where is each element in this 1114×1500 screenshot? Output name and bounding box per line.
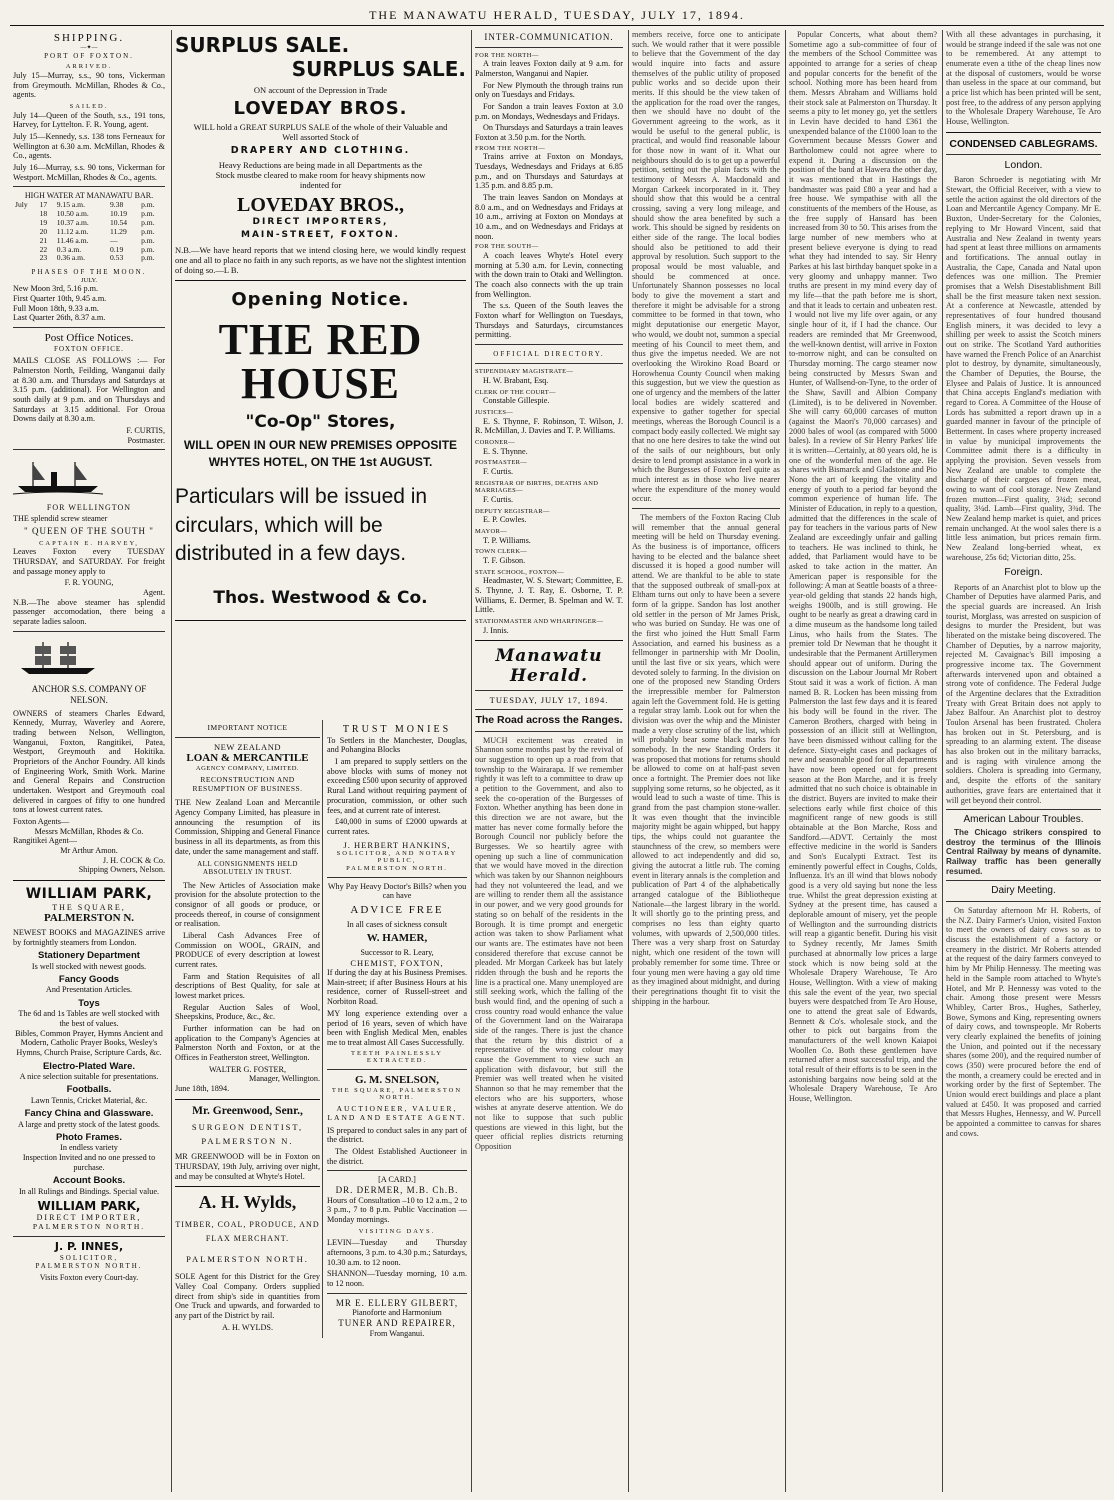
high-water-table (13, 201, 165, 264)
train-entry: The train leaves Sandon on Mondays at 8.0 a.m., and on Wednesdays and Fridays at 10 a.m., arriving at Foxton on Mondays at 10 a.m., and on Wednesdays and Fridays at noon. (475, 192, 623, 241)
wellington-heading: FOR WELLINGTON (46, 502, 132, 512)
anchor-heading: ANCHOR S.S. COMPANY OF NELSON. (31, 684, 147, 705)
william-park-item: Toys (78, 998, 100, 1010)
moon-phase: Last Quarter 26th, 8.37 a.m. (13, 313, 106, 323)
wellington-text: THE splendid screw steamer (13, 514, 108, 524)
opening-text: WHYTES HOTEL, ON THE 1st AUGUST. (208, 455, 433, 470)
wylds-signature: A. H. WYLDS. (221, 1322, 274, 1332)
hamer-text: If during the day at his Business Premises. Main-street; if after Business Hours at his residence, corner of Russell-street and Norbiton Road. (327, 968, 467, 1007)
william-park-item: Footballs. (66, 1084, 112, 1096)
high-water-cell: — (109, 235, 118, 245)
anchor-agent: Rangitikei Agent— (13, 836, 77, 846)
directory-holder: E. S. Thynne. (483, 446, 528, 456)
snelson-sub: AUCTIONEER, VALUER, LAND AND ESTATE AGENT. (327, 1104, 467, 1122)
high-water-cell (13, 210, 38, 219)
loveday-brand-2: LOVEDAY BROS., (237, 193, 404, 216)
hamer-intro: Why Pay Heavy Doctor's Bills? when you can have (327, 881, 467, 901)
dermer-name: DR. DERMER, M.B. Ch.B. (335, 1185, 459, 1196)
westwood-signature: Thos. Westwood & Co. (213, 588, 428, 609)
high-water-cell: p.m. (141, 235, 155, 245)
surplus-heading: SURPLUS SALE. (175, 33, 350, 57)
gilbert-name: MR E. ELLERY GILBERT, (335, 1297, 459, 1308)
high-water-cell: 10.54 (109, 217, 128, 227)
editorial-heading: The Road across the Ranges. (475, 714, 623, 727)
high-water-cell (13, 228, 38, 237)
anchor-agent: Foxton Agents— (13, 817, 70, 826)
surplus-text: WILL hold a GREAT SURPLUS SALE of the whole of their Valuable and Well assorted Stock of (193, 122, 448, 143)
directory-holder: Headmaster, W. S. Stewart; Committee, E. S. Thynne, J. T. Ray, E. Osborne, T. P. Williams, E. Dermer, B. Spelman and W. T. Little. (475, 576, 623, 615)
post-office-sub: FOXTON OFFICE. (54, 345, 124, 353)
high-water-cell: 17 (39, 199, 48, 209)
directory-office: POSTMASTER— (475, 459, 528, 467)
gilbert-sub-2: TUNER AND REPAIRER, (338, 1318, 456, 1329)
high-water-cell: 0.19 (109, 244, 124, 254)
snelson-name: G. M. SNELSON, (354, 1073, 440, 1086)
innes-town: PALMERSTON NORTH. (35, 1261, 143, 1270)
directory-office: CORONER— (475, 438, 515, 446)
william-park-title: WILLIAM PARK, (25, 886, 153, 903)
moon-month: JULY. (80, 276, 98, 284)
directory-office: TOWN CLERK— (475, 548, 528, 556)
high-water-cell: 21 (39, 235, 48, 245)
gilbert-from: From Wanganui. (369, 1328, 425, 1338)
foreign-heading: Foreign. (1004, 566, 1043, 579)
official-directory-heading: OFFICIAL DIRECTORY. (493, 350, 605, 359)
surplus-intro: ON account of the Depression in Trade (253, 85, 388, 96)
loan-text: Further information can be had on application to the Company's Agencies at Palmerston North and Foxton, or at the Offices in Featherston street, Wellington. (175, 1024, 320, 1063)
high-water-row (13, 254, 165, 263)
loan-text: THE New Zealand Loan and Mercantile Agency Company Limited, has pleasure in announcing the resumption of its Commission, Shipping and General Finance business in all its departments, as from this date, under the same management and staff. (175, 798, 320, 856)
column-3 (471, 30, 626, 1492)
directory-holder: Constable Gillespie. (483, 396, 550, 406)
train-entry: Trains arrive at Foxton on Mondays, Tuesdays, Wednesdays and Fridays at 6.85 p.m., and on Thursdays and Saturdays at 1.35 p.m. and 8.85 p.m. (475, 152, 623, 191)
trust-monies-title: TRUST MONIES (342, 724, 452, 735)
high-water-cell: 20 (39, 226, 48, 236)
steamer-name: " QUEEN OF THE SOUTH " (24, 526, 154, 537)
directory-holder: T. F. Gibson. (483, 555, 526, 565)
hamer-text: MY long experience extending over a period of 16 years, seven of which have been with English Medical Men, enables me to treat almost All Cases Successfully. (327, 1008, 467, 1047)
train-entry: A coach leaves Whyte's Hotel every morning at 5.30 a.m. for Levin, connecting with the down train to Otaki and Wellington. The coach also connects with the up train from Wellington. (475, 251, 623, 299)
high-water-cell: 10.37 a.m. (56, 217, 89, 227)
high-water-cell: 23 (39, 253, 48, 263)
column-2-right (322, 720, 467, 1338)
red-house-title: THE RED HOUSE (218, 314, 423, 408)
train-entry: For New Plymouth the through trains run only on Tuesdays and Fridays. (475, 80, 623, 100)
wylds-town: PALMERSTON NORTH. (186, 1254, 309, 1265)
william-park-item: Is well stocked with newest goods. (31, 961, 147, 971)
high-water-cell: 18 (39, 208, 48, 218)
loan-text: Liberal Cash Advances Free of Commission on WOOL, GRAIN, and PRODUCE of every description at lowest current rates. (175, 931, 320, 970)
loveday-address: MAIN-STREET, FOXTON. (241, 229, 400, 240)
column-5 (785, 30, 940, 1492)
william-park-town-2: PALMERSTON NORTH. (32, 1221, 146, 1231)
dermer-text: LEVIN—Tuesday and Thursday afternoons, 3 p.m. to 4.30 p.m.; Saturdays, 10.30 a.m. to 12 noon. (327, 1238, 467, 1267)
editorial-continued: members receive, force one to anticipate such. We would rather that it were possible to believe that the Government of the day would inquire into facts and assure themselves of the public utility of proposed public works and so decide upon their merits. If this should be the view taken of the application for the road over the ranges, then we should have no doubt of the Government agreeing to the work, as it would be useful to the general public, is practical, and would find reasonable labour for those now in want of it. What our neighbours should do is to get up a powerful petition, setting out the plain facts with the testimony of Messrs A. Macdonald and Morgan Carkeek incorporated in it. They should show that this would be a central crossing, saving a very long mileage, and should show the area benefited by such a work. This should be signed by residents on either side of the range. The local bodies should also be petitioned to add their approval by resolution. Such support to the proposal would be most valuable, and should be commenced at once. Unfortunately Shannon possesses no local body to give the movement a start and therefore it might be advisable for a strong committee to be formed in that town, who might deputationise our energetic Mayor, who would, we doubt not, summon a special meeting of his Council to meet them, and thus give the impetus needed. We are not overlooking the Wirokino Road Board or Horowhenua County Council when making this suggestion, but we view the question as one of urgency and the members of the latter local bodies are widely scattered and expensive to gather together for special meetings, whereas the Borough Council is a compact body easily collected. We might say that no one here desires to take the wind out of the sails of our neighbours, but only desire to lend prompt assistance in a work in which the Burgesses of Foxton feel quite as much interest as in those who live nearer where the expenditure of the money would occur. (632, 30, 780, 504)
wylds-text: SOLE Agent for this District for the Grey Valley Coal Company. Orders supplied direct from ship's side in quantities from One Truck and upwards, and forwarded to any part of the District by rail. (175, 1272, 320, 1321)
loveday-note: N.B.—We have heard reports that we intend closing here, we would kindly request one and all to place no faith in any such reports, as we have not the slightest intention of doing so.—L B. (175, 244, 466, 275)
opening-particulars: Particulars will be issued in circulars, which will be distributed in a few days. (175, 485, 428, 565)
steamer-icon (13, 458, 103, 496)
william-park-item: In all Rulings and Bindings. Special value. (18, 1186, 160, 1196)
loveday-importers: DIRECT IMPORTERS, (252, 217, 389, 228)
column-2-left (175, 720, 320, 1332)
arrived-heading: ARRIVED. (65, 63, 113, 71)
moon-phase: New Moon 3rd, 5.16 p.m. (13, 284, 99, 294)
directory-office: STATIONMASTER AND WHARFINGER— (475, 617, 604, 625)
high-water-cell (13, 219, 38, 228)
trust-text: To Settlers in the Manchester, Douglas, and Pohangina Blocks (327, 735, 467, 755)
loan-title: NEW ZEALAND (214, 741, 281, 752)
moon-phase: Full Moon 18th, 9.33 a.m. (13, 303, 99, 313)
foreign-news: Reports of an Anarchist plot to blow up the Chamber of Deputies have alarmed Paris, and the special guards are increased. An Irish tourist, Morglass, was arrested on suspicion of designs to murder the President, but was liberated on the mistake being discovered. The Chamber of Deputies, by a narrow majority, rejected M. Cavaignac's Bill imposing a progressive income tax. The Government afterwards intervened upon and obtained a strong vote of confidence. The Federal Judge of the Argentine declares that the Extradition Treaty with Great Britain does not apply to Jabez Balfour. An Anarchist plot to destroy Toulon Arsenal has been frustrated. Cholera has broken out in St. Petersburg, and is spreading to an alarming extent. The disease has also broken out in the military barracks, and is raging with virulence among the soldiers. Cholera is spreading into Germany, and, despite the efforts of the sanitary authorities, grave fears are entertained that it will get beyond their control. (946, 582, 1101, 805)
directory-holder: H. W. Brabant, Esq. (483, 375, 549, 385)
drapery-heading: DRAPERY AND CLOTHING. (230, 145, 411, 157)
dairy-heading: Dairy Meeting. (991, 885, 1056, 897)
high-water-cell: p.m. (141, 199, 155, 209)
te-aro-continued: With all these advantages in purchasing, it would be strange indeed if the sale was not one to be remembered. At any attempt to enumerate even a tithe of the cheap lines now at the disposal of customers, would be worse than useless in the space at our command, but a price list which has been printed will be sent, post free, to the address of any person applying to the Wholesale Drapery Warehouse, Te Aro House, Wellington. (946, 30, 1101, 127)
post-office-heading: Post Office Notices. (44, 332, 134, 345)
american-heading: American Labour Troubles. (963, 814, 1084, 826)
gilbert-sub: Pianoforte and Harmonium (352, 1308, 442, 1318)
advice-free: ADVICE FREE (350, 903, 444, 916)
newspaper-nameplate: Manawatu Herald. (495, 646, 603, 687)
dermer-card: [A CARD.] (378, 1175, 416, 1185)
william-park-item: The 6d and 1s Tables are well stocked with the best of values. (18, 1009, 160, 1028)
loan-signature: WALTER G. FOSTER, (208, 1064, 287, 1074)
local-news: Popular Concerts, what about them? Sometime ago a sub-committee of four of the members of the School Committee was appointed to arrange for a series of cheap and popular concerts for the benefit of the school. Nothing more has been heard from them. Messrs Abraham and Williams hold their stock sale at Palmerston on Thursday. It seems a pity to let money go, yet the settlers in Levin have decided to hand £361 the unexpended balance of the £1000 loan to the Government because Messrs Gower and Bartholomew could not agree where to expend it. During a discussion on the position of the band at Hawera the other day, it was mentioned that in Hastings the bandmaster was paid £80 a year and had a free house. We sympathise with all the constituents of the members of the House, as the free supply of Hansard has been increased from 30 to 50. This arises from the large number of new members who at present believe everyone is dying to read what they had intended to say. Sir Henry Parkes at his last birthday banquet spoke in a very gloomy and unhappy manner. Two truths are present in my mind every day of my life—that the path before me is short, and that it leads to certain and unbeaten rest. I would not live my life over again, or any single hour of it, if I had the chance. Our readers are reminded that Mr Greenwood, the well-known dentist, will arrive in Foxton to-morrow night, and can be consulted on Thursday morning. The cargo steamer now being constructed by Messrs Swan and Hunter, of Wallsend-on-Tyne, to the order of the Shaw, Savill and Albion Company (Limited), is to be delivered in November. She will carry 60,000 carcases of mutton (against the Maori's 70,000 carcases) and 2000 bales of wool (as compared with 5000 bales). In a review of Sir Henry Parkes' life it is written—Certainly, at 80 years old, he is one of the wonderful men of the age. He shares with Bismarck and Gladstone and Pio Nono the art of keeping the vitality and energy of youth to a period far beyond the common experience of human life. The Minister of Education, in reply to a question, admitted that the differences in the scale of pay for teachers in the various parts of New Zealand are exceedingly unfair and galling to teachers. He was inclined to think, he added, that Parliament would have to be asked to take action in the matter. An American paper is responsible for the following: A man at Seattle boasts of a three-year-old gelding that stands 22 hands high, weighs 1900lb, and is still growing. He ought to be nearly as great a drawing card in a dime museum as the handsome long tailed Linus, who hails from the States. The premier told Dr Newman that he thought it undesirable that the Permanent Artillerymen should appear out of uniform. During the discussion on the Labour Journal Mr Robert Stout said it was a work of fiction. A man named B. R. Locken has been missing from Palmerston the last few days and it is feared his body will be found in the river. The Cameron Brothers, charged with being in possession of an illicit still at Wellington, have been dismissed without calling for the defence. Sixty-eight cases and packages of new and seasonable good for all departments have now been opened out for present season at the Bon Marche, and it is freely admitted that no such choice is obtainable in the district. Buyers are invited to make their selections early while first choice of this magnificent range of new goods is still obtainable at the Bon Marche, Ross and Sandford.—ADVT. Certainly the most effective medicine in the world is Sanders and Son's Eucalypti Extract. Test its eminently powerful effect in Coughs, Colds, Influenza. It's an ill wind that blows nobody good is a very old saying but none the less true. Whilst the great depression existing at Sydney at the present time, has caused a deplorable amount of misery, yet the people of Wellington and the surrounding districts will reap a gigantic benefit. During his visit to Sydney recently, Mr James Smith purchased at abnormally low prices a large stock which is now being sold at the Wholesale Drapery Warehouse, Te Aro House, Wellington. With a view of making this sale the event of the year, two special buyers were despatched from Te Aro House, one to attend the great sale of Edwards, Bennett & Co's. wholesale stock, and the other to pick out bargains from the manufacturers of the well known Kaiapoi Woollen Co. Both these gentlemen have returned after a most successful trip, and the total result of their efforts is to be seen in the astonishing bargains now being sold at the Wholesale Drapery Warehouse, Te Aro House, Wellington. (789, 30, 937, 1103)
william-park-items (13, 950, 165, 1196)
official-directory (475, 368, 623, 635)
hamer-successor: Successor to R. Leary, (360, 948, 434, 958)
innes-solicitor: SOLICITOR, (59, 1253, 119, 1262)
greenwood-sub: SURGEON DENTIST, (191, 1122, 304, 1133)
arrival-entry: July 15—Murray, s.s., 90 tons, Vickerman from Greymouth. McMillan, Rhodes & Co., agents. (13, 70, 165, 100)
high-water-cell: p.m. (141, 244, 155, 254)
inter-communication-heading: INTER-COMMUNICATION. (484, 32, 614, 42)
opening-text: WILL OPEN IN OUR NEW PREMISES OPPOSITE (183, 437, 458, 452)
high-water-cell: 0.36 a.m. (56, 253, 85, 263)
snelson-text: The Oldest Established Auctioneer in the district. (327, 1147, 467, 1166)
hankins-sol: SOLICITOR, AND NOTARY PUBLIC, (336, 849, 458, 865)
high-water-cell: 0.3 a.m. (56, 244, 82, 254)
directory-office: CLERK OF THE COURT— (475, 388, 556, 396)
dairy-news: On Saturday afternoon Mr H. Roberts, of the N.Z. Dairy Farmer's Union, visited Foxton to meet the owners of dairy cows so as to discuss the establishment of a factory or creamery in the district. Mr Roberts attended at the request of the dairy farmers conveyed to him by Mr Philip Hennessy. The meeting was held in the Sample room attached to Whyte's Hotel, and Mr P. Hennessy was voted to the chair. Among those present were Messrs Whibley, Carter Bros., Hughes, Satherley, Bowe, Symons and King, representing owners of dairy cows, and townspeople. Mr Roberts very clearly explained the benefits of joining the Union, and pointed out if the necessary shares (some 200), and the required number of cows (350) were procured before the end of the month, a creamery could be erected and in working order by the first of September. The Union would erect buildings and place a plant valued at £450. It was proposed and carried that Messrs Hughes, Hennessy, and W. Purcell be appointed a committee to canvas for shares and cows. (946, 906, 1101, 1138)
high-water-cell: 22 (39, 244, 48, 254)
snelson-text: IS prepared to conduct sales in any part of the district. (327, 1125, 467, 1145)
william-park-item: And Presentation Articles. (45, 985, 133, 995)
dermer-text: SHANNON—Tuesday morning, 10 a.m. to 12 noon. (327, 1269, 467, 1289)
william-park-item: Inspection Invited and no one pressed to purchase. (22, 1153, 156, 1172)
local-news: The members of the Foxton Racing Club will remember that the annual general meeting will be held on Thursday evening. As the business is of importance, officers having to be elected and the balance sheet discussed it is hoped a good number will attend. We are thankful to be able to state that the supposed outbreak of small-pox at Eltham turns out only to have been a severe form of la grippe. Sandon has lost another old settler in the person of Mr James Prisk, who was buried on Sunday. He was one of the first who joined the Hutt Small Farm Association, and earned his business as a fellmonger in partnership with Mr Doolin, until the last five or six years, which were devoted solely to farming. In the division on one of the proposed new Standing Orders the irrepressible member for Palmerston again left the Government fold. He is getting a regular stray lamb. Look out for when the division was over the whip and the Minister made a very close scrutiny of the list, which will probably bear some black marks for somebody. In the new Standing Orders it was proposed that motions for returns should be allowed to come on at half-past seven once a fortnight. The Premier does not like supplying some returns, so he objected, as it would lead to such a waste of time. This is grand from the past champion stone-waller. It was even thought that the invincible majority might be again whipped, but happy tips, the whips could not guarantee the staunchness of the crew, so members were allowed to act independently and did so, giving the autocrat a little rub. The coming event in literary annals is the completion and publication of Part 4 of the alphabetically arranged catalogue of the Bibliotheque Nationale—the largest library in the world. It will shortly go to the printing press, and comprises no less than eighty quarto volumes, with upwards of 2,500,000 titles. There was a very sharp frost on Saturday night, which one resident of the town will probably remember for some time. Three or four young men were having a gay old time as they imagined about midnight, and during their peregrinations thought fit to visit the shipping in the harbour. (632, 512, 780, 1006)
directory-holder: E. P. Cowles. (483, 515, 527, 525)
anchor-text: OWNERS of steamers Charles Edward, Kennedy, Murray, Waverley and Aorere, trading between Nelson, Wellington, Wanganui, Foxton, Rangitikei, Patea, Westport, Greymouth and Hokitika. Proprietors of the Anchor Foundry. All kinds of Engineering Work, Smith Work. Marine and General Repairs and Construction undertaken. Westport and Greymouth coal delivered in cargoes of fifty to one hundred tons at lowest current rates. (13, 708, 165, 815)
directory-office: DEPUTY REGISTRAR— (475, 507, 550, 515)
loan-text: Regular Auction Sales of Wool, Sheepskins, Produce, &c., &c. (175, 1002, 320, 1022)
directory-holder: T. P. Williams. (483, 535, 531, 545)
william-park-item: In endless variety (60, 1143, 118, 1153)
south-heading: FOR THE SOUTH— (475, 243, 539, 251)
greenwood-town: PALMERSTON N. (201, 1136, 294, 1147)
high-water-cell: 11.46 a.m. (56, 235, 89, 245)
directory-holder: F. Curtis. (483, 466, 514, 476)
coop-stores: "Co-Op" Stores, (245, 411, 396, 432)
captain-name: CAPTAIN E. HARVEY, (39, 539, 139, 547)
anchor-agent: J. H. COCK & Co. (102, 855, 165, 865)
agent-title: Agent. (142, 588, 165, 598)
loan-sub: RECONSTRUCTION AND RESUMPTION OF BUSINESS. (192, 775, 303, 794)
high-water-cell: July (15, 199, 28, 209)
sailing-entry: July 16—Murray, s.s. 90 tons, Vickerman for Westport. McMillan, Rhodes & Co., agents. (13, 162, 165, 182)
london-heading: London. (1004, 159, 1043, 172)
moon-heading: PHASES OF THE MOON. (31, 268, 147, 277)
high-water-cell (13, 237, 38, 246)
hamer-text: In all cases of sickness consult (346, 919, 448, 929)
sailed-heading: SAILED. (69, 102, 109, 110)
high-water-cell: 11.12 a.m. (56, 226, 89, 236)
loan-title: LOAN & MERCANTILE (186, 751, 309, 764)
london-news: Baron Schroeder is negotiating with Mr Stewart, the Official Receiver, with a view to settle the action against the old directors of the Loan and Mercantile Agency Company. Mr E. Buxton, Under-Secretary for the Colonies, replying to Mr Howard Vincent, said that Australia and New Zealand in twenty years had spent at least three millions on armaments and fortifications. The annual outlay in Australia, the Cape, Canada and Natal upon defences was one million. The Premier promises that a Welsh Disestablishment Bill shall be the first measure taken next session. At a conference at Newcastle, attended by representatives of four hundred thousand English miners, it was decided to levy a shilling per week to assist the Scotch miners out on strike. The Scotland Yard authorities have warned the French Police of an Anarchist plot to destroy, by dynamite, simultaneously, the Chamber of Deputies, the Bourse, the Elysee and Palais of Justice. It is announced that China accepts England's mediation with regard to Corea. A Committee of the House of Lords has submitted a report drawn up in a guarded manner in favour of the principle of Betterment. In cases where property increased in value by municipal improvements the Committee admit there is a difficulty in applying the provision. Seven vessels from New Zealand are unable to complete the discharge of their cargoes of frozen meat, owing to want of cool storage. New Zealand frozen mutton—First quality, 3¾d; second quality, 3¼d. Lamb—First quality, 3¾d. The New Zealand hemp market is quiet, and prices remain unchanged. At the wool sales there is a little less animation, but prices remain firm. New Zealand long-berried wheat, ex warehouse, 25s 6d; Victorian ditto, 25s. (946, 175, 1101, 562)
william-park-item: Stationery Department (38, 950, 140, 962)
directory-office: STATE SCHOOL, FOXTON— (475, 568, 564, 576)
column-1 (10, 30, 168, 1492)
high-water-cell: 11.29 (109, 226, 127, 236)
hamer-teeth: TEETH PAINLESSLY EXTRACTED. (351, 1049, 443, 1065)
wellington-note: N.B.—The above steamer has splendid passenger accomodation, there being a separate ladies saloon. (13, 597, 165, 627)
from-north-heading: FROM THE NORTH— (475, 144, 546, 152)
surplus-text: Heavy Reductions are being made in all Departments as the Stock mustbe cleared to make room for heavy shipments now indented for (215, 159, 426, 190)
william-park-text: NEWEST BOOKS and MAGAZINES arrive by fortnightly steamers from London. (13, 927, 165, 947)
hamer-chemist: CHEMIST, FOXTON, (350, 958, 444, 969)
train-entry: On Thursdays and Saturdays a train leaves Foxton at 3.50 p.m. for the North. (475, 123, 623, 142)
greenwood-title: Mr. Greenwood, Senr., (192, 1104, 303, 1117)
william-park-square: THE SQUARE, (52, 902, 126, 912)
william-park-item: Photo Frames. (56, 1132, 122, 1144)
william-park-item: Bibles, Common Prayer, Hymns Ancient and Modern, Catholic Prayer Books, Wesley's Hymns, Church Praise, Scripture Cards, &c. (15, 1028, 163, 1057)
post-office-text: MAILS CLOSE AS FOLLOWS :— For Palmerston North, Feilding, Wanganui daily at 8.30 a.m. and Thursdays and Saturdays at 3.15 p.m. (additional). For Wellington and south daily at 9 p.m. and on Thursdays and Saturdays at 3.15 additional. For Oroua Downs daily at 8.30 a.m. (13, 356, 165, 424)
loan-trust: ALL CONSIGNMENTS HELD ABSOLUTELY IN TRUST. (197, 860, 298, 877)
sailing-entry: July 15—Kennedy, s.s. 138 tons Ferneaux for Wellington at 6.30 a.m. McMillan, Rhodes & Co., agents. (13, 131, 165, 161)
high-water-cell (13, 254, 38, 263)
hankins-name: J. HERBERT HANKINS, (343, 839, 451, 850)
directory-office: MAYOR— (475, 527, 507, 535)
loan-notice: IMPORTANT NOTICE (207, 723, 288, 732)
snelson-address: THE SQUARE, PALMERSTON NORTH. (331, 1086, 463, 1102)
shipping-heading: SHIPPING. (53, 32, 125, 44)
agent-name: F. R. YOUNG, (64, 578, 114, 588)
dermer-text: Hours of Consultation –10 to 12 a.m., 2 to 3 p.m., 7 to 8 p.m. Public Vaccination — Monday mornings. (327, 1195, 467, 1225)
surplus-heading-2: SURPLUS SALE. (291, 56, 466, 81)
william-park-item: A nice selection suitable for presentations. (19, 1071, 159, 1081)
william-park-item: Lawn Tennis, Cricket Material, &c. (30, 1095, 148, 1105)
loan-date: June 18th, 1894. (175, 1084, 230, 1094)
anchor-agent: Messrs McMillan, Rhodes & Co. (34, 826, 144, 836)
column-6 (942, 30, 1104, 1492)
directory-office: REGISTRAR OF BIRTHS, DEATHS AND MARRIAGES— (475, 479, 599, 495)
column-2 (171, 30, 469, 1492)
william-park-item: Electro-Plated Ware. (42, 1060, 136, 1072)
high-water-cell: 19 (39, 217, 48, 227)
divider-icon: —✦— (80, 44, 98, 51)
william-park-item: Fancy China and Glassware. (24, 1108, 154, 1120)
loveday-brand: LOVEDAY BROS. (233, 98, 408, 120)
cablegrams-heading: CONDENSED CABLEGRAMS. (949, 137, 1098, 150)
high-water-cell: p.m. (141, 208, 155, 218)
directory-office: JUSTICES— (475, 408, 514, 416)
high-water-cell: 9.15 a.m. (56, 199, 85, 209)
william-park-item: A large and pretty stock of the latest goods. (18, 1119, 160, 1129)
high-water-cell (13, 246, 38, 255)
anchor-agent: Mr Arthur Amon. (60, 846, 118, 856)
anchor-agent: Shipping Owners, Nelson. (78, 865, 165, 875)
innes-title: J. P. INNES, (54, 1239, 124, 1253)
wylds-title: A. H. Wylds, (198, 1192, 297, 1213)
william-park-title-2: WILLIAM PARK, (37, 1199, 141, 1214)
sailing-ship-icon (13, 640, 103, 678)
high-water-cell: p.m. (141, 217, 155, 227)
innes-visits: Visits Foxton every Court-day. (39, 1273, 139, 1283)
postmaster-title: Postmaster. (127, 435, 165, 445)
train-entry: A train leaves Foxton daily at 9 a.m. for Palmerston, Wanganui and Napier. (475, 59, 623, 78)
hamer-name: W. HAMER, (366, 932, 428, 945)
loan-title: AGENCY COMPANY, LIMITED. (195, 764, 300, 772)
high-water-cell: 10.50 a.m. (56, 208, 89, 218)
hankins-town: PALMERSTON NORTH. (346, 864, 448, 872)
directory-office: STIPENDIARY MAGISTRATE— (475, 368, 574, 376)
wellington-text: Leaves Foxton every TUESDAY THURSDAY, and SATURDAY. For freight and passage money apply to (13, 547, 165, 576)
moon-phase: First Quarter 10th, 9.45 a.m. (13, 294, 107, 304)
opening-notice-heading: Opening Notice. (231, 288, 410, 310)
sailing-entry: July 14—Queen of the South, s.s., 191 tons, Harvey, for Lyttelton. F. R. Young, agent. (13, 110, 165, 130)
william-park-item: Account Books. (52, 1175, 126, 1187)
william-park-importer: DIRECT IMPORTER, (36, 1213, 142, 1223)
port-heading: PORT OF FOXTON. (44, 52, 134, 61)
high-water-cell: p.m. (141, 226, 155, 236)
postmaster-name: F. CURTIS, (126, 425, 165, 435)
train-entry: For Sandon a train leaves Foxton at 3.0 p.m. on Mondays, Wednesdays and Fridays. (475, 101, 623, 121)
issue-date: TUESDAY, JULY 17, 1894. (489, 695, 609, 706)
masthead: THE MANAWATU HERALD, TUESDAY, JULY 17, 1894. (10, 6, 1104, 26)
train-entry: The s.s. Queen of the South leaves the Foxton wharf for Wellington on Tuesdays, Thursdays and Saturdays, circumstances permitting. (475, 301, 623, 340)
high-water-cell: 10.19 (109, 208, 128, 218)
william-park-item: Fancy Goods (58, 974, 120, 986)
american-news: The Chicago strikers conspired to destroy the terminus of the Illinois Central Railway by means of dynamite. Railway traffic has been generally resumed. (946, 827, 1101, 876)
loan-signature: Manager, Wellington. (249, 1074, 320, 1084)
greenwood-text: MR GREENWOOD will be in Foxton on THURSDAY, 19th July, arriving over night, and may be consulted at Whyte's Hotel. (175, 1152, 320, 1181)
directory-holder: J. Innis. (483, 625, 509, 635)
directory-holder: E. S. Thynne, F. Robinson, T. Wilson, J. R. McMillan, J. Davies and T. P. Williams. (475, 416, 623, 436)
trust-text: £40,000 in sums of £2000 upwards at current rates. (327, 817, 467, 836)
column-4 (628, 30, 783, 1492)
editorial-text: MUCH excitement was created in Shannon some months past by the revival of our suggestion to open up a road from that township to the Wairarapa. If we remember rightly it was left to a committee to draw up a petition to the Government, and also to seek the co-operation of the Burgesses of Foxton. Whether anything has been done in this direction we are not aware, but the matter has never come formally before the Borough Council nor publicly before the Burgesses. We so heartily agree with opening up such a line of communication that we would have moved in the direction which was taken by our Shannon neighbours had they not volunteered the lead, and we are willing to render them all the assistance in our power, and we very good grounds for stating so on behalf of the residents in the Borough. It is time prompt and energetic action was taken to show Parliament what our wants are. The estimates have not been considered therefore that excuse cannot be pleaded. Mr Morgan Carkeek has but lately ridden through the bush and he reports the line is a practical one. Many unemployed are still seeking work, which the falling of the bush would find, and the opening of such a cross country road would enhance the value of the Government land on the Wairarapa side of the ranges. There is just the chance that the return by this district of a representative of the wrong colour may cause the Government to view such an application with disfavour, but still the Premier was well treated when he visited Shannon so that he may remember that the electors who are his supporters, whose wishes at anyrate deserve attention. We do not like to suppose that such public questions are viewed in this light, but the queer official replies districts returning Opposition (475, 735, 623, 1151)
high-water-cell: 0.53 (109, 253, 124, 263)
wylds-sub: TIMBER, COAL, PRODUCE, AND FLAX MERCHANT. (175, 1219, 320, 1244)
north-heading: FOR THE NORTH— (475, 51, 539, 59)
directory-holder: F. Curtis. (483, 494, 514, 504)
dermer-visiting: VISITING DAYS. (358, 1227, 436, 1235)
loan-text: Farm and Station Requisites of all descriptions of Best Quality, for sale at lowest market prices. (175, 971, 320, 1001)
columns (10, 30, 1104, 1492)
high-water-heading: HIGH WATER AT MANAWATU BAR. (24, 191, 154, 201)
high-water-cell: p.m. (141, 253, 155, 263)
high-water-cell: 9.38 (109, 199, 124, 209)
william-park-town: PALMERSTON N. (43, 911, 135, 924)
trust-text: I am prepared to supply settlers on the above blocks with sums of money not exceeding £500 upon security of approved Rural Land without requiring payment of procuration, commission, or other such fees, and at current rate of interest. (327, 757, 467, 815)
loan-text: The New Articles of Association make provision for the absolute protection to the consignor of all goods or produce, or proceeds thereof, in course of consignment or realisation. (175, 880, 320, 929)
